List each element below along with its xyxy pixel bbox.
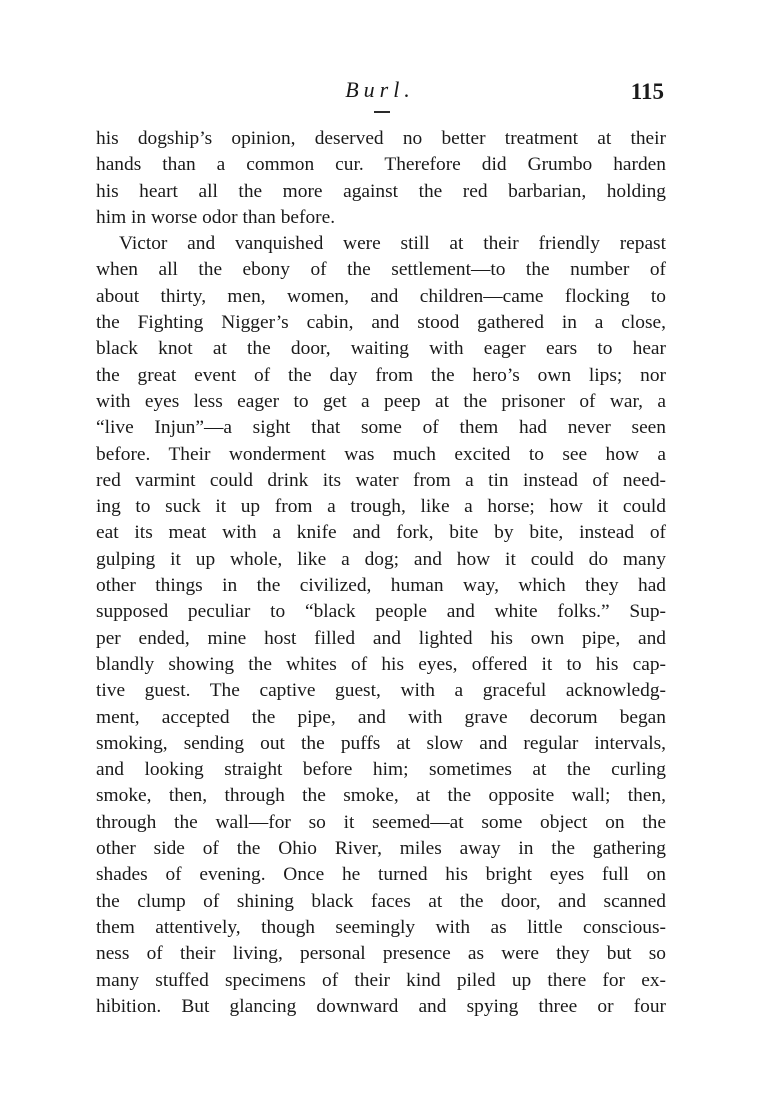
text-line: and looking straight before him; sometimes at the curling — [96, 759, 666, 781]
text-line: eat its meat with a knife and fork, bite by bite, instead of — [96, 522, 666, 544]
text-line: hibition. But glancing downward and spying three or four — [96, 995, 666, 1017]
text-line: gulping it up whole, like a dog; and how it could do many — [96, 548, 666, 570]
text-line: with eyes less eager to get a peep at the prisoner of war, a — [96, 390, 666, 412]
text-line: “live Injun”—a sight that some of them had never seen — [96, 417, 666, 439]
text-line: hands than a common cur. Therefore did Grumbo harden — [96, 154, 666, 176]
text-line: shades of evening. Once he turned his bright eyes full on — [96, 864, 666, 886]
text-line: per ended, mine host filled and lighted his own pipe, and — [96, 627, 666, 649]
text-line: the clump of shining black faces at the door, and scanned — [96, 890, 666, 912]
text-line: them attentively, though seemingly with as little conscious- — [96, 916, 666, 938]
text-line: other side of the Ohio River, miles away in the gathering — [96, 838, 666, 860]
text-line: Victor and vanquished were still at their friendly repast — [119, 233, 666, 255]
text-line: ness of their living, personal presence as were they but so — [96, 943, 666, 965]
text-line: about thirty, men, women, and children—came flocking to — [96, 285, 666, 307]
text-line: when all the ebony of the settlement—to the number of — [96, 259, 666, 281]
text-line: blandly showing the whites of his eyes, offered it to his cap- — [96, 653, 666, 675]
text-line: smoke, then, through the smoke, at the opposite wall; then, — [96, 785, 666, 807]
text-line: many stuffed specimens of their kind piled up there for ex- — [96, 969, 666, 991]
body-text — [96, 126, 666, 1020]
text-line: the Fighting Nigger’s cabin, and stood gathered in a close, — [96, 312, 666, 334]
text-line: through the wall—for so it seemed—at some object on the — [96, 811, 666, 833]
text-line: before. Their wonderment was much excited to see how a — [96, 443, 666, 465]
text-line: smoking, sending out the puffs at slow and regular intervals, — [96, 732, 666, 754]
text-line: him in worse odor than before. — [96, 206, 336, 228]
text-line: black knot at the door, waiting with eager ears to hear — [96, 338, 666, 360]
text-line: supposed peculiar to “black people and white folks.” Sup- — [96, 601, 666, 623]
text-line: ment, accepted the pipe, and with grave decorum began — [96, 706, 666, 728]
page-number: 115 — [630, 79, 664, 104]
text-line: ing to suck it up from a trough, like a horse; how it could — [96, 496, 666, 518]
text-line: his heart all the more against the red barbarian, holding — [96, 180, 666, 202]
text-line: the great event of the day from the hero’s own lips; nor — [96, 364, 666, 386]
title-rule — [374, 111, 390, 113]
text-line: red varmint could drink its water from a tin instead of need- — [96, 469, 666, 491]
text-line: other things in the civilized, human way, which they had — [96, 575, 666, 597]
text-line: his dogship’s opinion, deserved no better treatment at their — [96, 128, 666, 149]
text-line: tive guest. The captive guest, with a graceful acknowledg- — [96, 680, 666, 702]
running-title: Burl. — [345, 77, 415, 102]
